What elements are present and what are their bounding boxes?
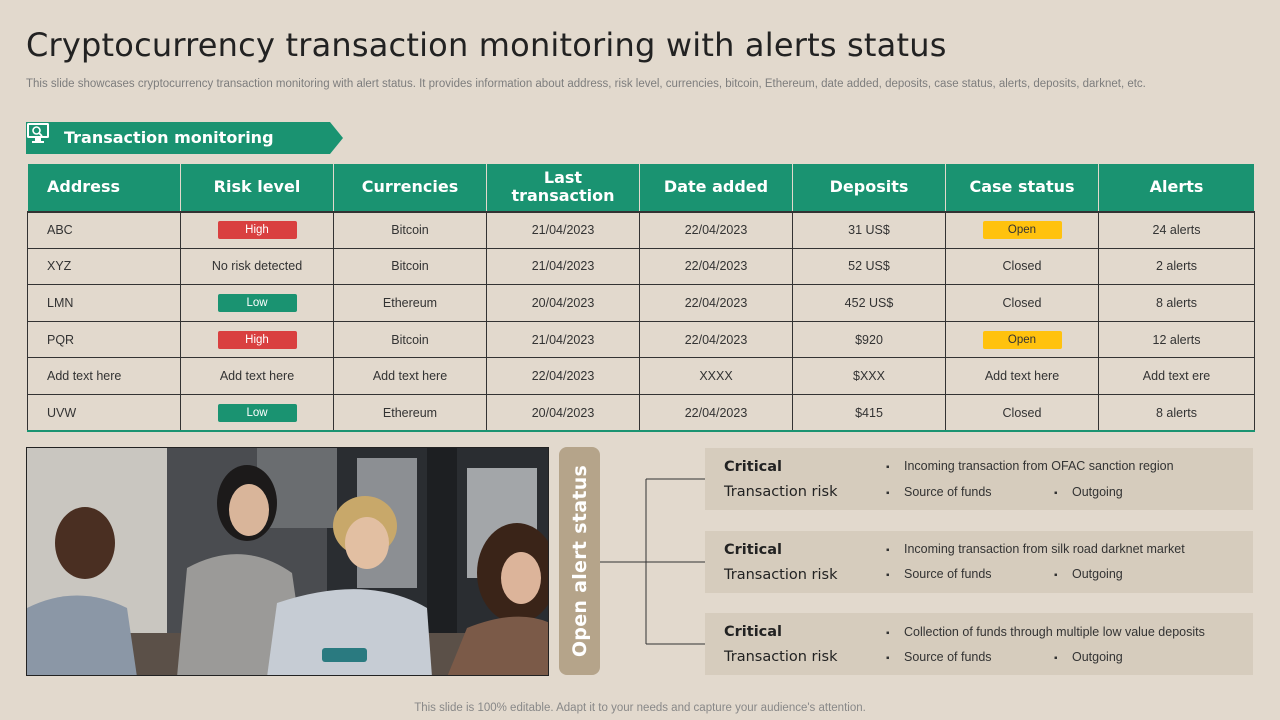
cell-alerts: 8 alerts [1099, 394, 1255, 431]
status-badge-open: Open [983, 331, 1062, 349]
transaction-table [27, 163, 1255, 432]
alert-type: Transaction risk [724, 649, 838, 665]
cell-date-added: 22/04/2023 [640, 285, 793, 322]
cell-deposits: $XXX [793, 358, 946, 395]
cell-currency: Ethereum [334, 285, 487, 322]
alert-level: Critical [724, 624, 783, 640]
alert-level: Critical [724, 459, 783, 475]
table-row [28, 394, 1255, 431]
cell-risk-level: No risk detected [181, 248, 334, 285]
cell-last-transaction: 20/04/2023 [487, 285, 640, 322]
alert-type: Transaction risk [724, 567, 838, 583]
banner-label: Transaction monitoring [64, 128, 274, 147]
table-row [28, 321, 1255, 358]
alert-card [705, 613, 1253, 675]
table-row [28, 212, 1255, 249]
alert-source: ▪ Source of funds [886, 485, 992, 499]
cell-last-transaction: 21/04/2023 [487, 248, 640, 285]
open-alert-status-label: Open alert status [568, 464, 591, 658]
col-header-alerts: Alerts [1099, 164, 1255, 212]
alert-direction: ▪ Outgoing [1054, 650, 1123, 664]
cell-risk-level [181, 321, 334, 358]
cell-alerts: 8 alerts [1099, 285, 1255, 322]
cell-case-status: Closed [946, 285, 1099, 322]
alert-type: Transaction risk [724, 484, 838, 500]
alert-source: ▪ Source of funds [886, 650, 992, 664]
risk-badge-high: High [218, 331, 297, 349]
cell-date-added: 22/04/2023 [640, 248, 793, 285]
cell-currency: Bitcoin [334, 248, 487, 285]
table-row [28, 358, 1255, 395]
cell-date-added: 22/04/2023 [640, 394, 793, 431]
cell-deposits: 452 US$ [793, 285, 946, 322]
alert-level: Critical [724, 542, 783, 558]
cell-last-transaction: 20/04/2023 [487, 394, 640, 431]
alert-detail: ▪ Incoming transaction from silk road darknet market [886, 542, 1185, 556]
alert-detail: ▪ Incoming transaction from OFAC sanction region [886, 459, 1174, 473]
risk-badge-low: Low [218, 294, 297, 312]
alert-card [705, 448, 1253, 510]
cell-risk-level [181, 285, 334, 322]
cell-deposits: $415 [793, 394, 946, 431]
cell-date-added: XXXX [640, 358, 793, 395]
open-alert-status-bar [559, 447, 600, 675]
footer-note: This slide is 100% editable. Adapt it to your needs and capture your audience's attention. [414, 702, 866, 714]
cell-risk-level [181, 212, 334, 249]
photo-illustration [27, 448, 549, 676]
col-header-date-added: Date added [640, 164, 793, 212]
col-header-address: Address [28, 164, 181, 212]
cell-currency: Add text here [334, 358, 487, 395]
section-banner [26, 122, 343, 154]
cell-address: PQR [28, 321, 181, 358]
cell-alerts: 24 alerts [1099, 212, 1255, 249]
cell-deposits: 52 US$ [793, 248, 946, 285]
col-header-last-transaction: Last transaction [487, 164, 640, 212]
alert-connector-lines [600, 447, 705, 676]
cell-address: UVW [28, 394, 181, 431]
alert-direction: ▪ Outgoing [1054, 485, 1123, 499]
alert-detail: ▪ Collection of funds through multiple low value deposits [886, 625, 1205, 639]
cell-deposits: 31 US$ [793, 212, 946, 249]
col-header-deposits: Deposits [793, 164, 946, 212]
col-header-currencies: Currencies [334, 164, 487, 212]
cell-address: XYZ [28, 248, 181, 285]
team-meeting-photo [26, 447, 549, 676]
cell-last-transaction: 22/04/2023 [487, 358, 640, 395]
status-badge-open: Open [983, 221, 1062, 239]
cell-alerts: 12 alerts [1099, 321, 1255, 358]
cell-last-transaction: 21/04/2023 [487, 321, 640, 358]
page-subtitle: This slide showcases cryptocurrency transaction monitoring with alert status. It provides information about address, risk level, currencies, bitcoin, Ethereum, date added, deposits, case status, alerts, deposits, darknet, etc. [26, 78, 1146, 90]
cell-currency: Bitcoin [334, 212, 487, 249]
cell-currency: Bitcoin [334, 321, 487, 358]
cell-case-status: Add text here [946, 358, 1099, 395]
cell-address: LMN [28, 285, 181, 322]
risk-badge-high: High [218, 221, 297, 239]
cell-alerts: 2 alerts [1099, 248, 1255, 285]
alert-direction: ▪ Outgoing [1054, 567, 1123, 581]
cell-case-status [946, 212, 1099, 249]
cell-risk-level [181, 394, 334, 431]
table-row [28, 285, 1255, 322]
cell-address: Add text here [28, 358, 181, 395]
risk-badge-low: Low [218, 404, 297, 422]
cell-date-added: 22/04/2023 [640, 321, 793, 358]
col-header-case-status: Case status [946, 164, 1099, 212]
cell-alerts: Add text ere [1099, 358, 1255, 395]
table-header-row [28, 164, 1255, 212]
cell-risk-level: Add text here [181, 358, 334, 395]
page-title: Cryptocurrency transaction monitoring with alerts status [26, 26, 947, 64]
cell-date-added: 22/04/2023 [640, 212, 793, 249]
cell-address: ABC [28, 212, 181, 249]
monitoring-icon [26, 122, 50, 144]
cell-case-status: Closed [946, 248, 1099, 285]
cell-deposits: $920 [793, 321, 946, 358]
alert-card [705, 531, 1253, 593]
table-row [28, 248, 1255, 285]
col-header-risk-level: Risk level [181, 164, 334, 212]
cell-case-status: Closed [946, 394, 1099, 431]
alert-source: ▪ Source of funds [886, 567, 992, 581]
cell-case-status [946, 321, 1099, 358]
cell-currency: Ethereum [334, 394, 487, 431]
cell-last-transaction: 21/04/2023 [487, 212, 640, 249]
